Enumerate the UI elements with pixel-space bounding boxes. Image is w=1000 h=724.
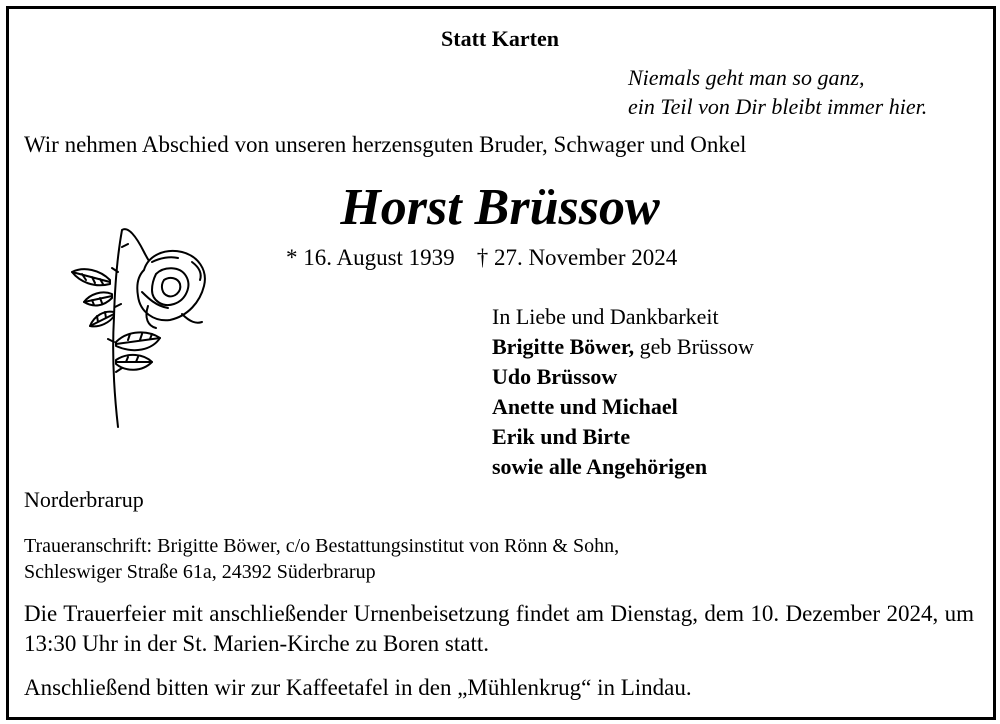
mourner-5: sowie alle Angehörigen (492, 454, 708, 479)
mourner-4: Erik und Birte (492, 424, 631, 449)
mourner-1-name: Brigitte Böwer, (492, 334, 635, 359)
poem (628, 63, 927, 121)
poem-line-1: Niemals geht man so ganz, (628, 65, 865, 90)
birth-date: * 16. August 1939 (286, 245, 455, 270)
death-date: † 27. November 2024 (476, 245, 678, 270)
address-line-2: Schleswiger Straße 61a, 24392 Süderbrarup (24, 561, 376, 583)
intro-text: Wir nehmen Abschied von unseren herzensguten Bruder, Schwager und Onkel (24, 132, 747, 157)
mourner-1-suffix: geb Brüssow (634, 334, 754, 359)
rose-icon (52, 222, 212, 432)
mourners-block (492, 302, 754, 482)
coffee-invitation: Anschließend bitten wir zur Kaffeetafel in den „Mühlenkrug“ in Lindau. (24, 675, 692, 700)
mourner-3: Anette und Michael (492, 394, 678, 419)
mourning-address (24, 533, 619, 585)
place-name: Norderbrarup (24, 487, 144, 512)
life-dates (286, 245, 699, 271)
mourner-1 (492, 332, 754, 362)
deceased-name: Horst Brüssow (340, 179, 660, 236)
mourners-intro: In Liebe und Dankbarkeit (492, 304, 719, 329)
header-title: Statt Karten (441, 26, 559, 51)
funeral-service-text: Die Trauerfeier mit anschließender Urnenbeisetzung findet am Dienstag, dem 10. Dezember 2024, um 13:30 Uhr in der St. Marien-Kirche zu Boren statt. (24, 601, 974, 656)
poem-line-2: ein Teil von Dir bleibt immer hier. (628, 94, 928, 119)
mourner-2: Udo Brüssow (492, 364, 618, 389)
address-line-1: Traueranschrift: Brigitte Böwer, c/o Bestattungsinstitut von Rönn & Sohn, (24, 535, 620, 557)
